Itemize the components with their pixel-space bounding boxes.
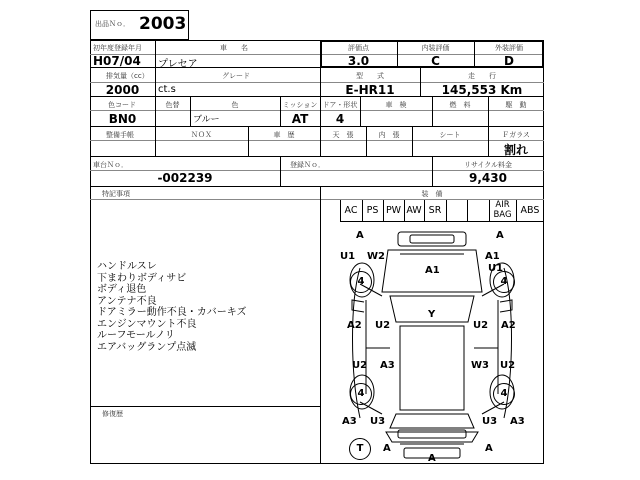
inner-label: 内 張 (378, 131, 400, 139)
mileage-label: 走 行 (468, 72, 496, 80)
glass-value: 割れ (503, 143, 528, 157)
damage-mark: U1 (340, 251, 356, 262)
damage-mark: A2 (347, 320, 362, 331)
color-type-label: 色替 (165, 101, 180, 109)
score-value: 3.0 (347, 54, 370, 68)
history-label: 車 歴 (273, 131, 295, 139)
note-item: エンジンマウント不良 (97, 318, 197, 330)
damage-mark: A3 (342, 416, 357, 427)
hline-thin (90, 140, 544, 141)
damage-mark: U3 (370, 416, 386, 427)
mileage-value: 145,553 Km (441, 83, 523, 97)
repair-divider (90, 406, 320, 407)
note-item: ドアミラー動作不良・カバーキズ (97, 307, 247, 318)
mission-value: AT (291, 112, 309, 126)
color-label: 色 (231, 101, 239, 109)
damage-mark: U2 (352, 360, 368, 371)
color-code-value: BN0 (108, 112, 137, 126)
damage-mark: A3 (380, 360, 395, 371)
vline (280, 157, 281, 186)
note-item: ボディ退色 (97, 284, 147, 295)
chassis-value: -002239 (157, 171, 213, 185)
year-value: H07/04 (93, 54, 141, 68)
equip-ps: PS (366, 205, 379, 216)
color-value: ブルー (193, 115, 220, 125)
damage-mark: U3 (482, 416, 498, 427)
vline (155, 40, 156, 68)
type-value: E-HR11 (345, 83, 395, 97)
damage-mark: Y (428, 309, 436, 320)
displacement-value: 2000 (105, 83, 140, 97)
note-item: アンテナ不良 (97, 295, 157, 307)
damage-mark: A2 (501, 320, 516, 331)
recycle-label: リサイクル料金 (463, 161, 513, 169)
damage-mark: U1 (488, 263, 504, 274)
inspection-label: 車 検 (385, 101, 407, 109)
wheels (350, 263, 514, 409)
damage-mark: U2 (473, 320, 489, 331)
grade-label: グレード (222, 72, 250, 80)
damage-circle-t: T (349, 438, 371, 460)
grade-value: ct.s (158, 84, 176, 95)
hline (90, 126, 544, 127)
model-label: 車 名 (220, 44, 248, 52)
model-value: プレセア (158, 59, 198, 70)
displacement-label: 排気量（cc） (106, 72, 149, 80)
damage-mark: A1 (425, 265, 440, 276)
note-item: ルーフモールノリ (97, 330, 175, 341)
nox-label: ＮＯＸ (191, 131, 212, 139)
notes-list (97, 261, 247, 353)
repair-label: 修復歴 (102, 410, 123, 418)
damage-circle-4: 4 (493, 383, 515, 405)
year-label: 初年度登録年月 (93, 44, 142, 52)
equip-airbag: AIR BAG (493, 200, 512, 220)
note-item: エアバッグランプ点滅 (97, 341, 197, 353)
manual-label: 整備手帳 (106, 131, 134, 139)
seat-label: シート (439, 131, 461, 139)
equip-abs: ABS (520, 205, 540, 216)
equipment-header: 装 備 (421, 190, 443, 198)
recycle-value: 9,430 (469, 171, 507, 185)
equip-sr: SR (428, 205, 442, 216)
damage-mark: A1 (485, 251, 500, 262)
damage-mark: A (383, 443, 391, 454)
color-code-label: 色コード (108, 101, 136, 109)
damage-mark: A (356, 230, 364, 241)
damage-mark: W3 (471, 360, 489, 371)
damage-mark: A3 (510, 416, 525, 427)
type-label: 型 式 (356, 72, 384, 80)
equip-empty (467, 200, 489, 221)
score-label: 評価点 (348, 44, 369, 52)
damage-circle-4: 4 (493, 271, 515, 293)
reg-label: 登録Ｎｏ． (290, 161, 325, 169)
lot-box (90, 10, 189, 40)
interior-value: C (431, 54, 440, 68)
damage-mark: W2 (367, 251, 385, 262)
mission-label: ミッション (282, 101, 318, 109)
hline (90, 156, 544, 157)
sunroof-label: 天 張 (332, 131, 354, 139)
equip-pw: PW (385, 205, 402, 216)
notes-header: 特記事項 (102, 190, 130, 198)
drive-label: 駆 動 (505, 101, 527, 109)
vline (155, 68, 156, 96)
hline (90, 186, 544, 187)
glass-label: Ｆガラス (502, 131, 530, 139)
damage-mark: A (428, 453, 436, 464)
note-item: 下まわりボディサビ (97, 272, 187, 284)
exterior-label: 外装評価 (495, 44, 523, 52)
exterior-value: D (504, 54, 514, 68)
lot-number: 2003 (139, 14, 187, 34)
equip-ac: AC (344, 205, 358, 216)
damage-mark: U2 (500, 360, 516, 371)
damage-mark: A (485, 443, 493, 454)
doors-label: ドア・形状 (322, 101, 358, 109)
damage-circle-4: 4 (350, 271, 372, 293)
equip-empty (446, 200, 467, 221)
hline-thin (90, 110, 544, 111)
doors-value: 4 (335, 112, 345, 126)
chassis-label: 車台Ｎｏ． (93, 161, 128, 169)
damage-circle-4: 4 (350, 383, 372, 405)
damage-mark: U2 (375, 320, 391, 331)
damage-mark: A (496, 230, 504, 241)
interior-label: 内装評価 (421, 44, 450, 52)
fuel-label: 燃 料 (449, 101, 471, 109)
lot-label: 出品Ｎｏ． (95, 20, 130, 28)
equip-aw: AW (406, 205, 422, 216)
note-item: ハンドルスレ (97, 261, 157, 272)
